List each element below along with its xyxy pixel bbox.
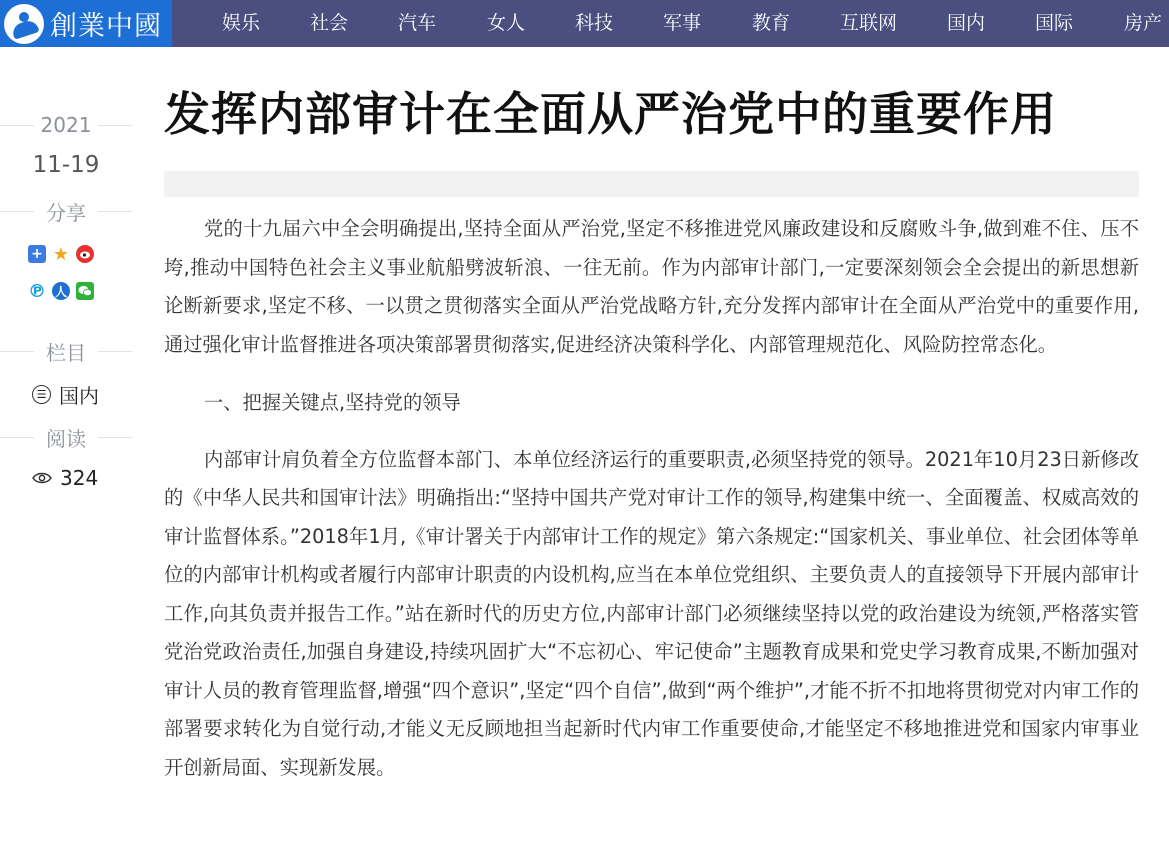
nav-item-society[interactable]: 社会 bbox=[310, 12, 349, 34]
article-section-heading: 一、把握关键点,坚持党的领导 bbox=[204, 391, 461, 414]
article-paragraph: 内部审计肩负着全方位监督本部门、本单位经济运行的重要职责,必须坚持党的领导。2021年10月23日新修改的《中华人民共和国审计法》明确指出:“坚持中国共产党对审计工作的领导,构建集中统一、全面覆盖、权威高效的审计监督体系。”2018年1月,《审计署关于内部审计工作的规定》第六条规定:“国家机关、事业单位、社会团体等单位的内部审计机构或者履行内部审计职责的内设机构,应当在本单位党组织、主要负责人的直接领导下开展内部审计工作,向其负责并报告工作。”站在新时代的历史方位,内部审计部门必须继续坚持以党的政治建设为统领,严格落实管党治党政治责任,加强自身建设,持续巩固扩大“不忘初心、牢记使命”主题教育成果和党史学习教育成果,不断加强对审计人员的教育管理监督,增强“四个意识”,坚定“四个自信”,做到“两个维护”,才能不折不扣地将贯彻党对内审工作的部署要求转化为自觉行动,才能义无反顾地担当起新时代内审工作重要使命,才能坚定不移地推进党和国家内审事业开创新局面、实现新发展。 bbox=[164, 447, 1139, 779]
article-title: 发挥内部审计在全面从严治党中的重要作用 bbox=[164, 87, 1057, 141]
wechat-icon[interactable] bbox=[76, 282, 94, 300]
logo-text: 創業中國 bbox=[50, 11, 162, 42]
star-icon[interactable]: ★ bbox=[52, 243, 70, 265]
nav-item-domestic[interactable]: 国内 bbox=[947, 12, 986, 34]
eye-icon bbox=[32, 466, 52, 490]
read-label: 阅读 bbox=[0, 422, 132, 452]
nav-item-entertainment[interactable]: 娱乐 bbox=[222, 12, 261, 34]
logo-emblem-icon bbox=[4, 4, 44, 44]
renren-icon[interactable]: 人 bbox=[52, 282, 70, 300]
column-value: 国内 bbox=[59, 384, 99, 408]
article-body bbox=[164, 210, 1139, 807]
pinterest-icon[interactable]: ℗ bbox=[28, 280, 46, 302]
weibo-icon[interactable] bbox=[76, 245, 94, 263]
read-count: 324 bbox=[60, 466, 99, 490]
nav-item-women[interactable]: 女人 bbox=[487, 12, 526, 34]
nav-item-auto[interactable]: 汽车 bbox=[398, 12, 437, 34]
share-icons-row-1 bbox=[28, 245, 94, 263]
nav-item-military[interactable]: 军事 bbox=[663, 12, 702, 34]
article-meta-bar bbox=[164, 171, 1139, 197]
top-navigation-bar bbox=[0, 0, 1169, 47]
site-logo[interactable] bbox=[0, 0, 172, 47]
column-link[interactable] bbox=[32, 380, 99, 409]
nav-item-international[interactable]: 国际 bbox=[1035, 12, 1074, 34]
nav-item-internet[interactable]: 互联网 bbox=[840, 12, 898, 34]
list-icon: ☰ bbox=[32, 385, 51, 404]
plus-share-icon[interactable]: + bbox=[28, 245, 46, 263]
publish-month-day: 11-19 bbox=[32, 152, 100, 178]
publish-year: 2021 bbox=[0, 110, 132, 140]
nav-item-education[interactable]: 教育 bbox=[752, 12, 791, 34]
share-label: 分享 bbox=[0, 196, 132, 226]
read-count-row bbox=[32, 466, 98, 490]
share-icons-row-2 bbox=[28, 282, 94, 300]
nav-item-tech[interactable]: 科技 bbox=[575, 12, 614, 34]
article-paragraph: 党的十九届六中全会明确提出,坚持全面从严治党,坚定不移推进党风廉政建设和反腐败斗争,做到难不住、压不垮,推动中国特色社会主义事业航船劈波斩浪、一往无前。作为内部审计部门,一定要深刻领会全会提出的新思想新论断新要求,坚定不移、一以贯之贯彻落实全面从严治党战略方针,充分发挥内部审计在全面从严治党中的重要作用,通过强化审计监督推进各项决策部署贯彻落实,促进经济决策科学化、内部管理规范化、风险防控常态化。 bbox=[164, 217, 1139, 356]
column-label: 栏目 bbox=[0, 336, 132, 366]
nav-item-realestate[interactable]: 房产 bbox=[1124, 12, 1163, 34]
